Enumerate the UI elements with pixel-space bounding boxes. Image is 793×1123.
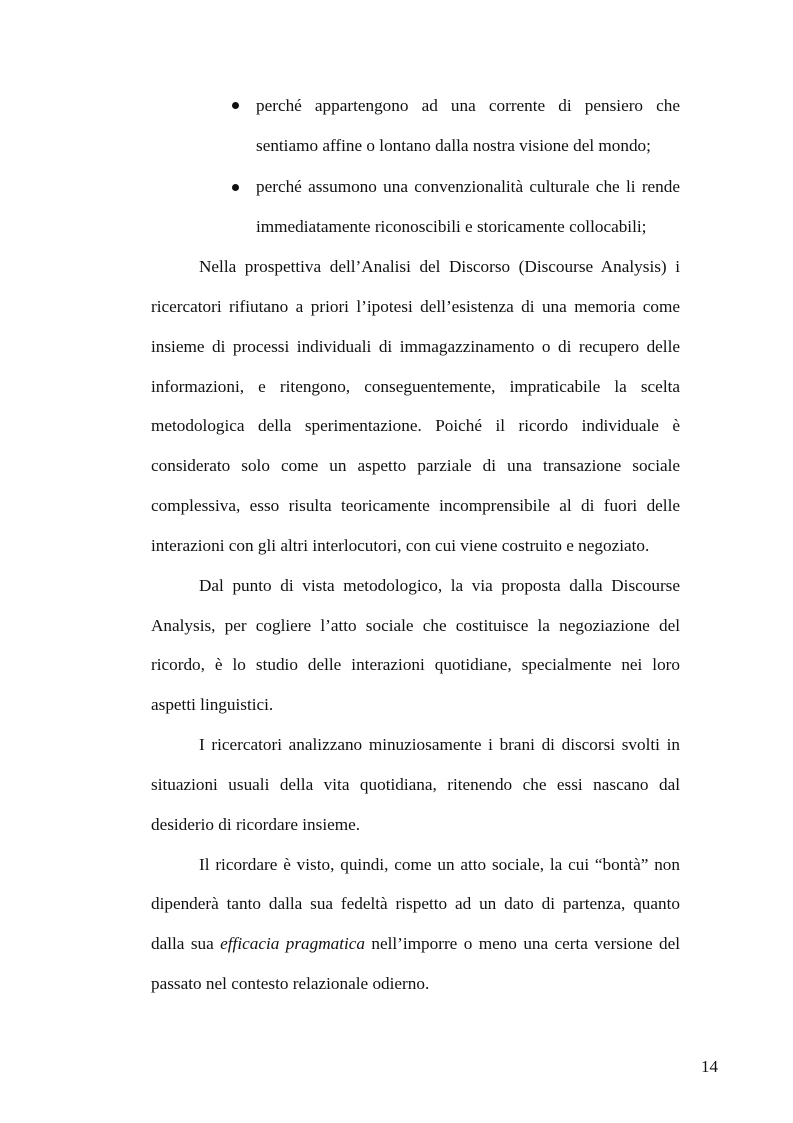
text-before-emphasis: dalla sua (151, 934, 221, 953)
paragraph-line: Il ricordare è visto, quindi, come un atto sociale, la cui “bontà” non (199, 855, 680, 874)
paragraph-line: desiderio di ricordare insieme. (151, 815, 361, 834)
bullet-1-line-2: sentiamo affine o lontano dalla nostra visione del mondo; (256, 136, 651, 155)
paragraph-line-with-emphasis (151, 932, 680, 956)
paragraph-line: informazioni, e ritengono, conseguentemente, impraticabile la scelta (151, 377, 680, 396)
paragraph-line: Nella prospettiva dell’Analisi del Discorso (Discourse Analysis) i (199, 257, 680, 276)
paragraph-line: interazioni con gli altri interlocutori, con cui viene costruito e negoziato. (151, 536, 650, 555)
paragraph-line: complessiva, esso risulta teoricamente incomprensibile al di fuori delle (151, 496, 680, 515)
paragraph-line: ricordo, è lo studio delle interazioni quotidiane, specialmente nei loro (151, 655, 680, 674)
paragraph-line: Analysis, per cogliere l’atto sociale che costituisce la negoziazione del (151, 616, 680, 635)
paragraph-line: dipenderà tanto dalla sua fedeltà rispetto ad un dato di partenza, quanto (151, 894, 680, 913)
emphasized-term: efficacia pragmatica (220, 934, 365, 953)
paragraph-line: passato nel contesto relazionale odierno. (151, 974, 430, 993)
bullet-1-line-1: perché appartengono ad una corrente di pensiero che (256, 96, 680, 115)
paragraph-line: considerato solo come un aspetto parziale di una transazione sociale (151, 456, 680, 475)
paragraph-line: metodologica della sperimentazione. Poiché il ricordo individuale è (151, 416, 680, 435)
page-number: 14 (701, 1057, 718, 1076)
paragraph-line: ricercatori rifiutano a priori l’ipotesi dell’esistenza di una memoria come (151, 297, 680, 316)
bullet-2-line-1: perché assumono una convenzionalità culturale che li rende (256, 177, 680, 196)
paragraph-line: Dal punto di vista metodologico, la via proposta dalla Discourse (199, 576, 680, 595)
paragraph-line: aspetti linguistici. (151, 695, 274, 714)
bullet-marker (232, 184, 239, 191)
paragraph-line: situazioni usuali della vita quotidiana, ritenendo che essi nascano dal (151, 775, 680, 794)
paragraph-line: I ricercatori analizzano minuziosamente i brani di discorsi svolti in (199, 735, 680, 754)
text-after-emphasis: nell’imporre o meno una certa versione del (364, 934, 680, 953)
bullet-2-line-2: immediatamente riconoscibili e storicamente collocabili; (256, 217, 647, 236)
paragraph-line: insieme di processi individuali di immagazzinamento o di recupero delle (151, 337, 680, 356)
bullet-marker (232, 102, 239, 109)
